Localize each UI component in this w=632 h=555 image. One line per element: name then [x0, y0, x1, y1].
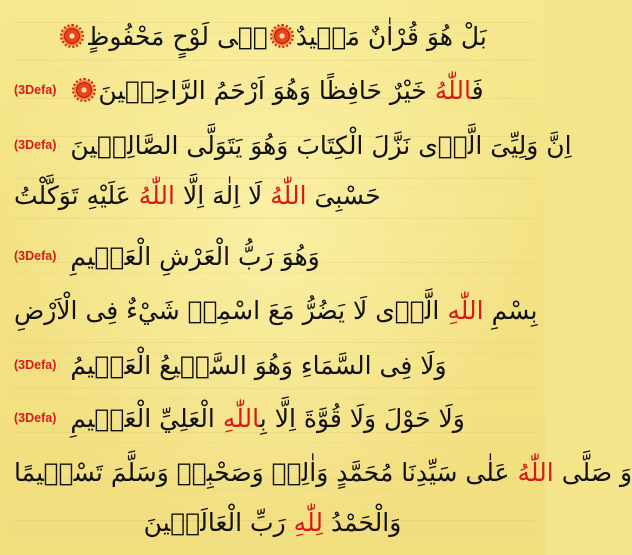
repeat-count-label: (3Defa) — [14, 83, 57, 97]
verse-text: الْعَلِيِّ الْعَظٖيمِ — [70, 403, 215, 433]
repeat-count-label: (3Defa) — [14, 138, 57, 152]
divine-name: اللّٰهُ — [138, 180, 175, 210]
verse-line-4 — [14, 175, 517, 215]
rub-el-hizb-rosette-icon — [64, 28, 80, 44]
verse-text: لَا اِلٰهَ اِلَّا — [182, 180, 263, 210]
divine-name: اللّٰهِ — [222, 403, 260, 433]
verse-text: وَالْحَمْدُ — [330, 507, 402, 537]
verse-text: وَلَا فِى السَّمَاءِ وَهُوَ السَّمٖيعُ الْعَلٖيمُ — [70, 350, 447, 380]
verse-line-9 — [14, 452, 632, 492]
verse-text: اِنَّ وَلِيِّىَ الَّذٖى نَزَّلَ الْكِتَابَ وَهُوَ يَتَوَلَّى الصَّالِحٖينَ — [70, 130, 572, 160]
divine-name: اللّٰهُ — [434, 75, 472, 105]
verse-line-7 — [14, 345, 517, 385]
verse-text — [434, 75, 484, 105]
verse-text: بِسْمِ — [491, 295, 538, 325]
verse-text: بَلْ هُوَ قُرْاٰنٌ مَجٖيدٌ — [295, 21, 487, 51]
divine-name: اللّٰهُ — [517, 457, 554, 487]
verse-text: فٖى لَوْحٍ مَحْفُوظٍ — [86, 21, 268, 51]
verse-text — [222, 403, 465, 433]
verse-line-2 — [14, 70, 517, 110]
verse-line-1 — [0, 16, 545, 56]
verse-text: الَّذٖى لَا يَضُرُّ مَعَ اسْمِهٖ شَيْءٌ فِى الْاَرْضِ — [14, 295, 440, 325]
repeat-count-label: (3Defa) — [14, 358, 57, 372]
verse-line-6 — [14, 290, 538, 330]
repeat-count-label: (3Defa) — [14, 411, 57, 425]
verse-line-8 — [14, 398, 517, 438]
verse-text: خَيْرٌ حَافِظًا وَهُوَ اَرْحَمُ الرَّاحِمٖينَ — [98, 75, 427, 105]
rub-el-hizb-rosette-icon — [274, 28, 290, 44]
verse-line-10 — [0, 502, 545, 542]
verse-text: عَلَيْهِ تَوَكَّلْتُ — [14, 180, 131, 210]
verse-text: حَسْبِىَ — [314, 180, 381, 210]
bleed-through-line — [12, 218, 533, 229]
divine-name: اللّٰهُ — [270, 180, 307, 210]
divine-name: لِلّٰهِ — [293, 507, 323, 537]
rub-el-hizb-rosette-icon — [76, 82, 92, 98]
verse-prefix: وَلَا حَوْلَ وَلَا قُوَّةَ اِلَّا بِ — [259, 403, 465, 433]
divine-name: اللّٰهِ — [447, 295, 484, 325]
verse-text: وَهُوَ رَبُّ الْعَرْشِ الْعَظٖيمِ — [70, 241, 320, 271]
verse-text: رَبِّ الْعَالَمٖينَ — [143, 507, 286, 537]
verse-text: عَلٰى سَيِّدِنَا مُحَمَّدٍ وَاٰلِهٖ وَصَحْبِهٖ وَسَلَّمَ تَسْلٖيمًا — [14, 457, 510, 487]
verse-line-5 — [14, 236, 517, 276]
repeat-count-label: (3Defa) — [14, 249, 57, 263]
verse-line-3 — [14, 125, 572, 165]
verse-prefix: فَ — [471, 75, 484, 105]
verse-text: وَ صَلَّى — [561, 457, 632, 487]
